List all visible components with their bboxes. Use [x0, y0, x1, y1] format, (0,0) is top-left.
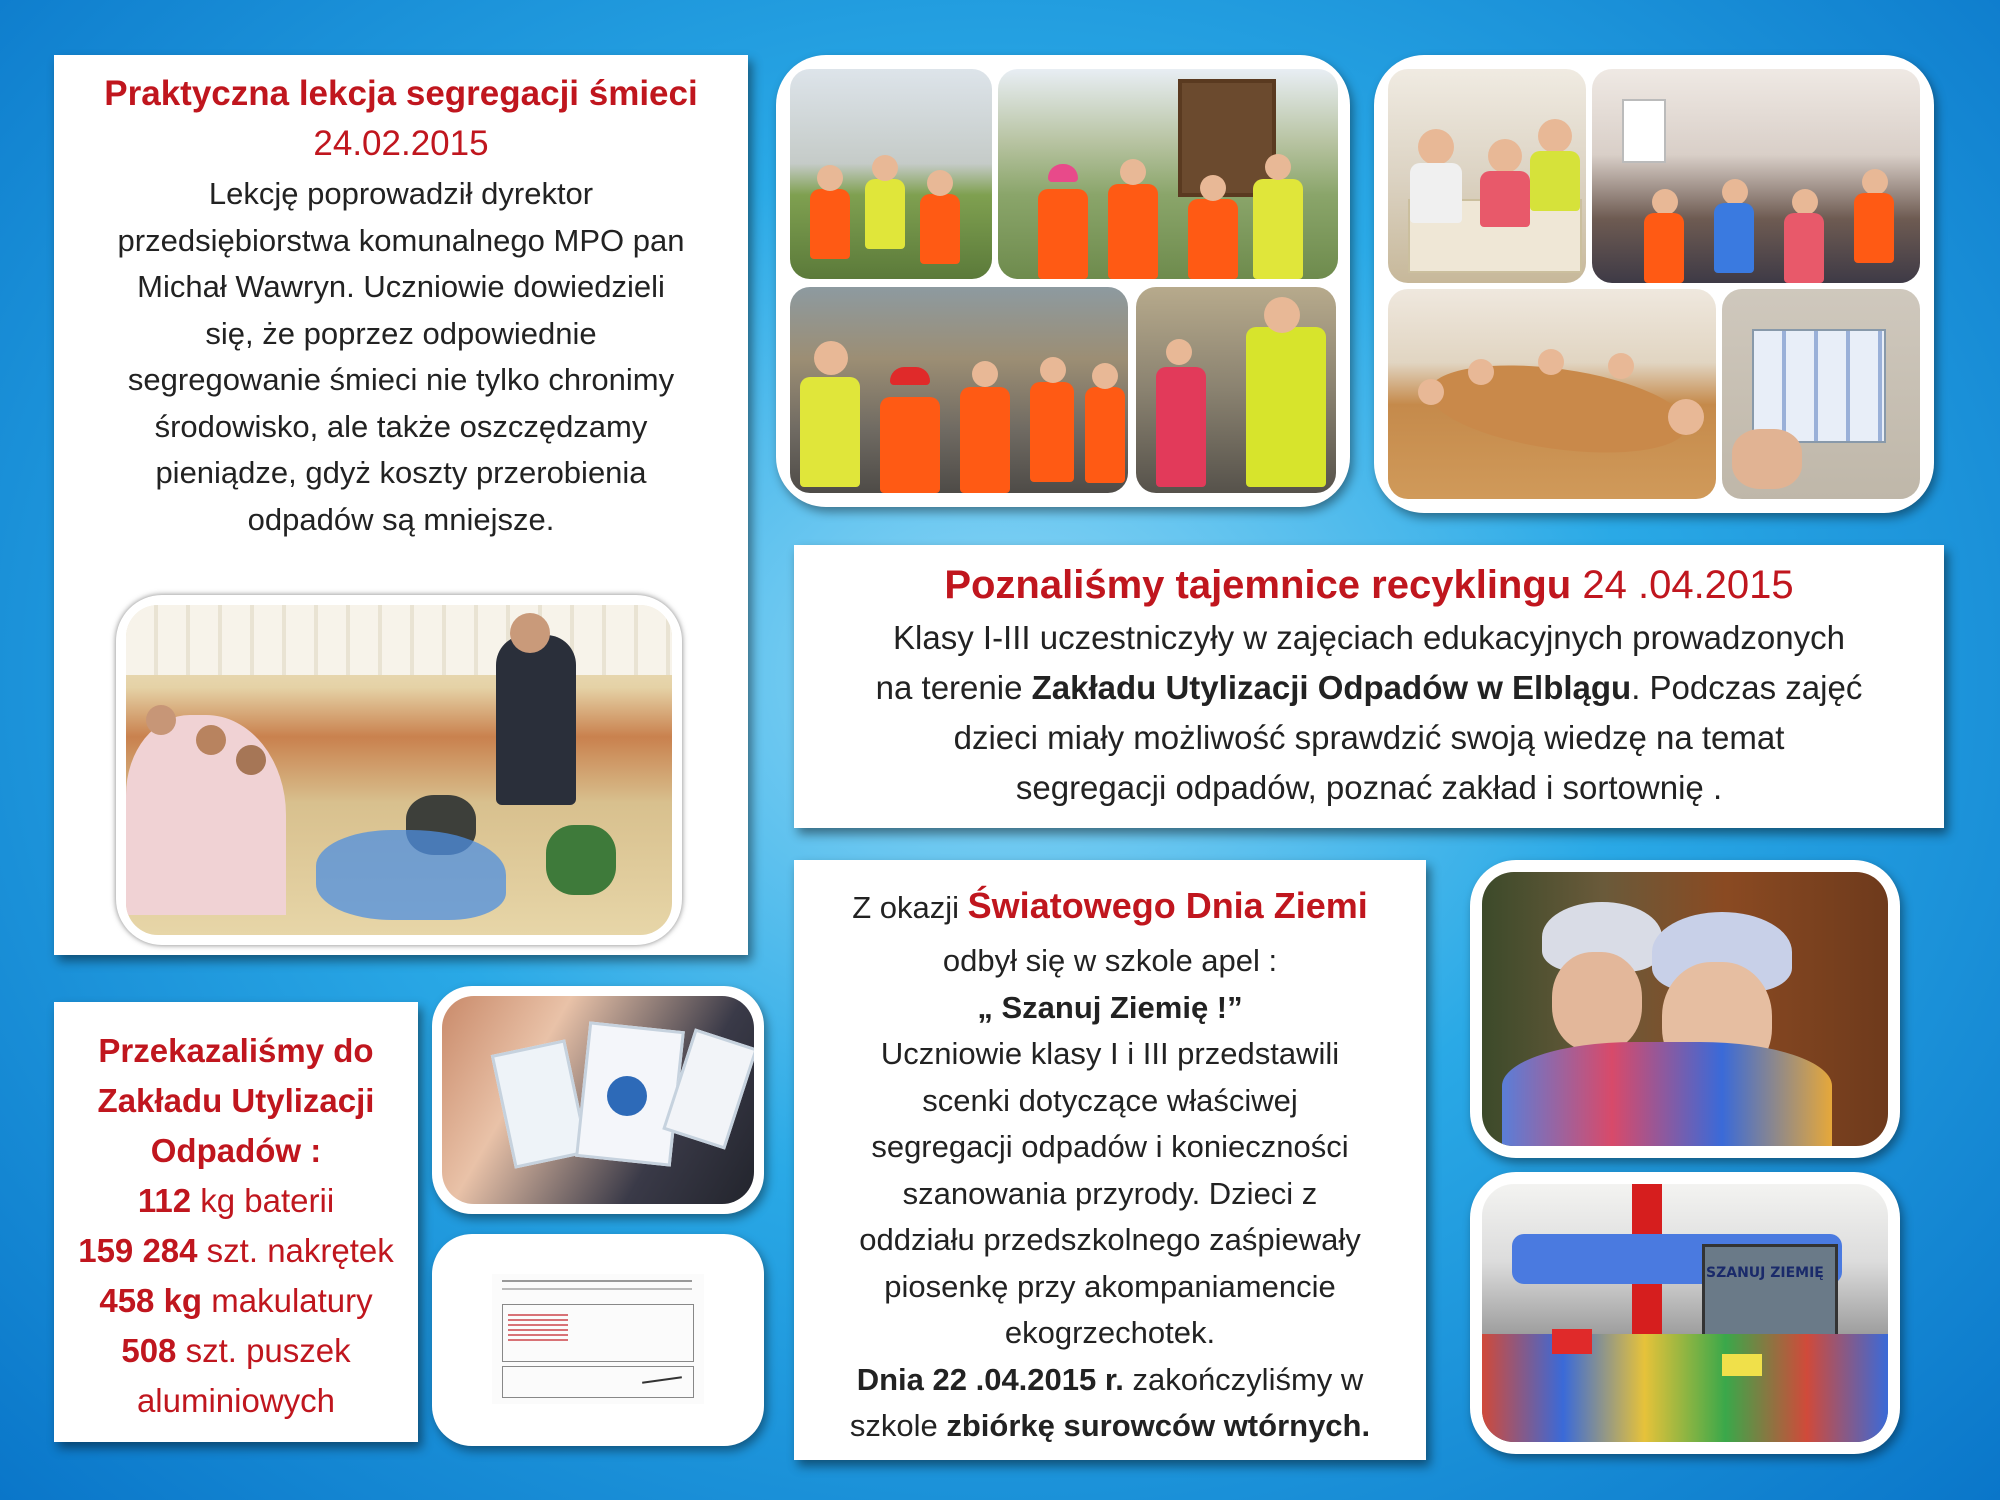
earth-day-motto: „ Szanuj Ziemię !” — [977, 989, 1243, 1025]
donation-item — [54, 1326, 418, 1376]
earth-day-line-2: odbył się w szkole apel : — [942, 943, 1278, 978]
donation-qty: 112 — [137, 1182, 192, 1219]
earth-day-body-line-1: Uczniowie klasy I i III przedstawili — [880, 1036, 1340, 1071]
recycling-heading — [794, 557, 1944, 613]
donation-qty: 508 — [121, 1332, 177, 1369]
stage-sign: SZANUJ ZIEMIĘ — [1706, 1265, 1824, 1281]
lesson-panel — [54, 55, 748, 955]
recycling-line-3: dzieci miały możliwość sprawdzić swoją wiedzę na temat — [953, 719, 1785, 756]
boxes-photo — [442, 996, 754, 1204]
recycling-line-1: Klasy I-III uczestniczyły w zajęciach edukacyjnych prowadzonych — [893, 619, 1845, 656]
earth-day-panel — [794, 860, 1426, 1460]
donation-item-text: szt. puszek — [176, 1332, 351, 1369]
lesson-line-3: Michał Wawryn. Uczniowie dowiedzieli — [137, 269, 665, 304]
lesson-date: 24.02.2015 — [313, 124, 489, 163]
donation-panel — [54, 1002, 418, 1442]
stage-photo — [1482, 1184, 1888, 1442]
earth-day-body — [794, 1031, 1426, 1357]
lesson-line-5: segregowanie śmieci nie tylko chronimy — [127, 362, 675, 397]
donation-item — [54, 1176, 418, 1226]
earth-day-body-line-5: oddziału przedszkolnego zaśpiewały — [859, 1222, 1361, 1257]
earth-day-intro: Z okazji — [852, 890, 968, 925]
earth-day-body-line-6: piosenkę przy akompaniamencie — [884, 1268, 1336, 1304]
recycling-panel — [794, 545, 1944, 828]
costume-photo — [1482, 872, 1888, 1146]
boxes-photo-frame — [432, 986, 764, 1214]
earth-day-final-1: Dnia 22 .04.2015 r. zakończyliśmy w — [856, 1361, 1364, 1397]
recycling-line-4: segregacji odpadów, poznać zakład i sortownię . — [1015, 769, 1723, 806]
collage1-photo-4 — [1136, 287, 1336, 493]
lesson-photo-frame — [116, 595, 682, 945]
donation-qty: 458 kg — [99, 1282, 203, 1319]
collage1-photo-1 — [790, 69, 992, 279]
recycling-collage-1 — [776, 55, 1350, 507]
lesson-title: Praktyczna lekcja segregacji śmieci — [104, 74, 698, 113]
collage2-photo-1 — [1388, 69, 1586, 283]
collage1-photo-2 — [998, 69, 1338, 279]
recycling-title: Poznaliśmy tajemnice recyklingu — [944, 563, 1572, 607]
donation-item — [54, 1276, 418, 1326]
certificate-scan — [492, 1274, 704, 1404]
collage2-photo-3 — [1388, 289, 1716, 499]
donation-item — [54, 1226, 418, 1276]
recycling-date: 24 .04.2015 — [1582, 563, 1794, 607]
earth-day-body-line-2: scenki dotyczące właściwej — [922, 1082, 1298, 1118]
lesson-body — [54, 171, 748, 543]
collage1-photo-3 — [790, 287, 1128, 493]
recycling-collage-2 — [1374, 55, 1934, 513]
plant-name: Zakładu Utylizacji Odpadów w Elblągu — [1031, 669, 1632, 706]
donation-item-text: szt. nakrętek — [197, 1232, 394, 1269]
lesson-line-4: się, że poprzez odpowiednie — [205, 315, 597, 351]
donation-item-text: makulatury — [202, 1282, 373, 1319]
collage2-photo-4 — [1722, 289, 1920, 499]
earth-day-body-line-4: szanowania przyrody. Dzieci z — [902, 1175, 1318, 1211]
earth-day-body-line-7: ekogrzechotek. — [1004, 1315, 1216, 1350]
donation-item — [54, 1376, 418, 1426]
earth-day-heading — [794, 882, 1426, 938]
lesson-line-1: Lekcję poprowadził dyrektor — [208, 176, 594, 211]
recycling-body — [794, 613, 1944, 813]
earth-day-final-2: szkole zbiórkę surowców wtórnych. — [849, 1408, 1371, 1443]
donation-title-line-3: Odpadów : — [150, 1132, 322, 1169]
donation-item-text: kg baterii — [191, 1182, 335, 1219]
earth-day-body-line-3: segregacji odpadów i konieczności — [871, 1129, 1349, 1164]
costume-photo-frame — [1470, 860, 1900, 1158]
lesson-line-7: pieniądze, gdyż koszty przerobienia — [155, 455, 647, 490]
lesson-line-2: przedsiębiorstwa komunalnego MPO pan — [117, 222, 685, 258]
donation-item-text: aluminiowych — [136, 1382, 336, 1419]
donation-title — [54, 1026, 418, 1176]
donation-items — [54, 1176, 418, 1426]
collage2-photo-2 — [1592, 69, 1920, 283]
stage-photo-frame — [1470, 1172, 1900, 1454]
lesson-photo — [126, 605, 672, 935]
lesson-line-6: środowisko, ale także oszczędzamy — [154, 408, 648, 444]
recycling-line-2: na terenie Zakładu Utylizacji Odpadów w Elblągu. Podczas zajęć — [875, 669, 1863, 706]
donation-title-line-1: Przekazaliśmy do — [98, 1032, 374, 1069]
document-photo-frame — [432, 1234, 764, 1446]
donation-title-line-2: Zakładu Utylizacji — [97, 1082, 375, 1119]
earth-day-event: Światowego Dnia Ziemi — [967, 885, 1368, 926]
donation-qty: 159 284 — [78, 1232, 198, 1269]
lesson-line-8: odpadów są mniejsze. — [247, 501, 555, 537]
